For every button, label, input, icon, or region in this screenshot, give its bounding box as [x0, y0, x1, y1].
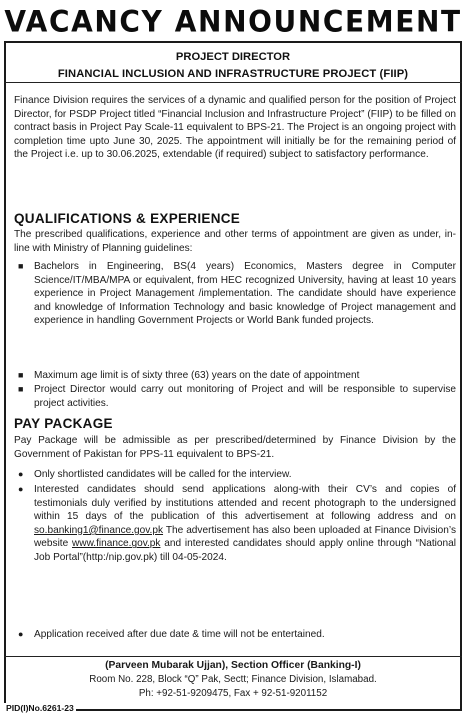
email-link[interactable]: so.banking1@finance.gov.pk — [34, 524, 164, 536]
signatory-name: (Parveen Mubarak Ujjan), Section Officer (Banking-I) — [105, 660, 361, 671]
qualifications-heading: QUALIFICATIONS & EXPERIENCE — [14, 211, 241, 226]
intro-paragraph: Finance Division requires the services of a dynamic and qualified person for the position of Project Director, for PSDP Project titled “Financial Inclusion and Infrastructure Project” (FIIP) to be filled on contract basis in Project Pay Scale-11 equivalent to BPS-21. The Project is an ongoing project with completion time upto June 30, 2025. The appointment will initially be for the remaining period of the Project i.e. up to 30.06.2025, extendable (if required) subject to satisfactory performance. — [14, 95, 456, 161]
signatory-address: Room No. 228, Block “Q” Pak, Sectt; Finance Division, Islamabad. — [89, 674, 377, 685]
square-bullet-icon: ■ — [18, 261, 24, 271]
square-bullet-icon: ■ — [18, 384, 24, 394]
project-title: FINANCIAL INCLUSION AND INFRASTRUCTURE PROJECT (FIIP) — [4, 68, 462, 83]
instruction-item: ● Interested candidates should send applications along-with their CV’s and copies of testimonials duly verified by institutions attended and recent photograph to the undersigned within 15 days of the publication of this advertisement at following address and on so.banking1@finance.gov.pk The advertisement has also been uploaded at Finance Division’s website www.finance.gov.pk and interested candidates should apply online through “National Job Portal”(http:/nip.gov.pk) till 04-05-2024. — [18, 484, 457, 563]
qualification-item: ■ Project Director would carry out monitoring of Project and will be responsible to supervise project activities. — [18, 384, 456, 409]
website-link[interactable]: www.finance.gov.pk — [72, 538, 161, 550]
bullet-icon: ● — [18, 629, 24, 639]
publication-id: PID(I)No.6261-23 — [6, 703, 74, 713]
position-title: PROJECT DIRECTOR — [175, 51, 291, 63]
bullet-icon: ● — [18, 469, 24, 479]
instruction-item: ● Only shortlisted candidates will be called for the interview. — [18, 469, 292, 480]
signature-divider — [4, 656, 462, 657]
signatory-phone: Ph: +92-51-9209475, Fax + 92-51-9201152 — [138, 688, 328, 699]
page-title: VACANCY ANNOUNCEMENT — [4, 4, 462, 39]
qualification-item: ■ Maximum age limit is of sixty three (63) years on the date of appointment — [18, 370, 360, 381]
pay-package-text: Pay Package will be admissible as per prescribed/determined by Finance Division by the Government of Pakistan for PPS-11 equivalent to BPS-21. — [14, 435, 456, 460]
square-bullet-icon: ■ — [18, 370, 24, 380]
bullet-icon: ● — [18, 484, 24, 494]
pay-package-heading: PAY PACKAGE — [14, 416, 113, 431]
qualification-item: ■ Bachelors in Engineering, BS(4 years) Economics, Masters degree in Computer Science/IT/MBA/MPA or equivalent, from HEC recognized University, having at least 10 years experience in Project Management /implementation. The candidate should have experience and knowledge of Information Technology and basic knowledge of Project management and experience in handling Government Projects or World Bank funded projects. — [18, 261, 456, 327]
qualifications-intro: The prescribed qualifications, experience and other terms of appointment are given as under, in-line with Ministry of Planning guidelines: — [14, 229, 456, 254]
instruction-item: ● Application received after due date & time will not be entertained. — [18, 629, 325, 640]
